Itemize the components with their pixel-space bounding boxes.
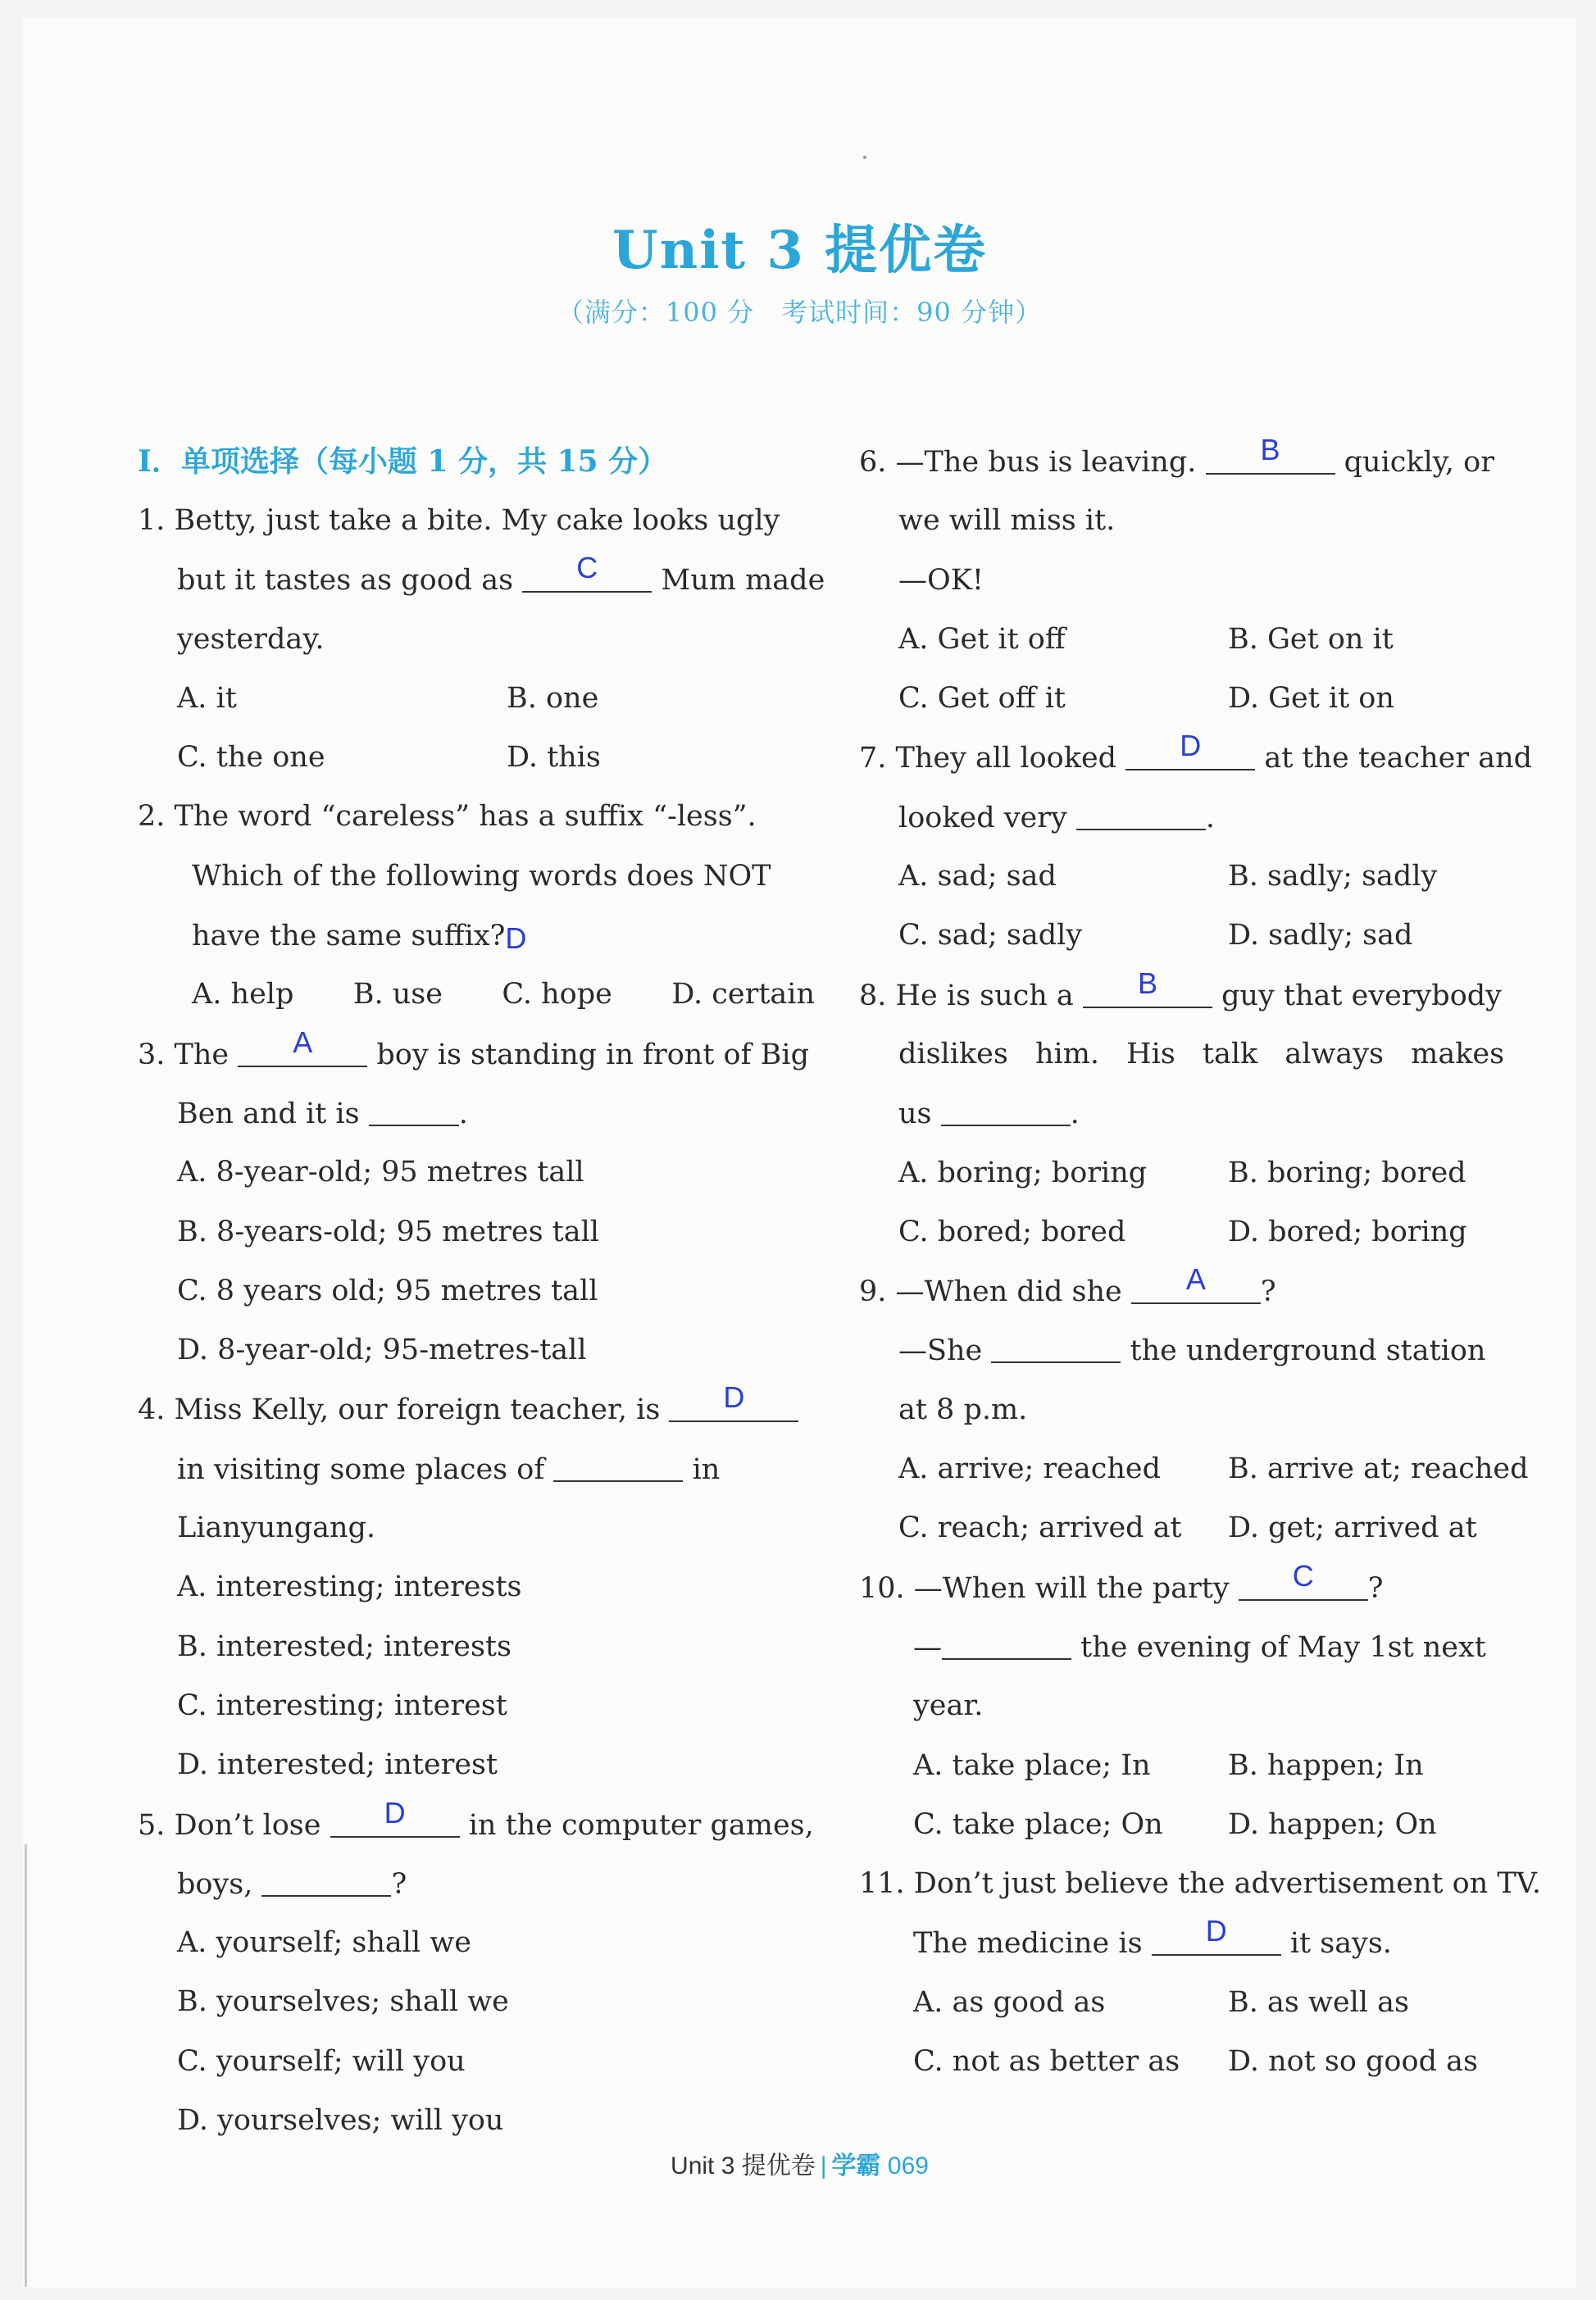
- options-row: [859, 1736, 1541, 1795]
- question-text: Mum made: [661, 564, 825, 598]
- question-text: 8. He is such a: [859, 979, 1074, 1012]
- footer-brand: 学霸: [831, 2152, 881, 2180]
- handwritten-answer: D: [1205, 1914, 1227, 1948]
- options-row: [859, 1973, 1541, 2032]
- option-d[interactable]: D. bored; boring: [1228, 1215, 1467, 1248]
- option-d[interactable]: D. 8-year-old; 95-metres-tall: [177, 1334, 587, 1367]
- answer-blank[interactable]: [991, 1324, 1121, 1363]
- answer-blank[interactable]: [553, 1443, 683, 1482]
- question-11-line2: [859, 1913, 1541, 1972]
- options-row: [138, 728, 818, 787]
- question-10-line3: [859, 1676, 1541, 1735]
- options-row: [859, 1795, 1541, 1854]
- question-text: 2. The word “careless” has a suffix “-less”.: [138, 800, 757, 834]
- question-text: 3. The: [138, 1038, 230, 1071]
- question-text: but it tastes as good as: [177, 564, 514, 598]
- options-row: [859, 1202, 1541, 1261]
- worksheet-page: [23, 18, 1576, 2289]
- option-d[interactable]: D. happen; On: [1228, 1807, 1437, 1841]
- question-text: 4. Miss Kelly, our foreign teacher, is: [138, 1393, 661, 1427]
- answer-blank[interactable]: [369, 1087, 459, 1126]
- option-c[interactable]: C. take place; On: [913, 1807, 1163, 1841]
- handwritten-answer: D: [384, 1795, 406, 1830]
- question-text: Ben and it is: [177, 1097, 360, 1130]
- question-1-line2: [138, 550, 825, 609]
- question-text: yesterday.: [177, 622, 325, 656]
- question-text: Which of the following words does NOT: [192, 859, 771, 893]
- question-2: [138, 787, 818, 846]
- scan-edge: [25, 1844, 27, 2287]
- option-c[interactable]: C. reach; arrived at: [898, 1511, 1182, 1545]
- option-b[interactable]: B. yourselves; shall we: [177, 1985, 509, 2019]
- question-3-line2: Ben and it is .: [138, 1084, 818, 1143]
- options-row: [859, 1143, 1541, 1202]
- question-8: [859, 966, 1541, 1025]
- option-a[interactable]: A. it: [177, 681, 237, 715]
- option-a[interactable]: A. arrive; reached: [898, 1452, 1162, 1486]
- question-5: [138, 1795, 818, 1854]
- question-text: the underground station: [1130, 1334, 1486, 1368]
- options-row: [859, 610, 1541, 669]
- answer-blank[interactable]: [522, 553, 652, 593]
- question-text: —OK!: [898, 563, 984, 597]
- answer-blank[interactable]: [330, 1795, 460, 1838]
- question-text: in visiting some places of: [177, 1452, 545, 1486]
- option-a[interactable]: A. help: [192, 978, 294, 1011]
- question-text: us: [898, 1098, 932, 1131]
- option-b[interactable]: B. boring; bored: [1228, 1156, 1466, 1189]
- option-d[interactable]: D. certain: [671, 978, 815, 1011]
- question-text: at the teacher and: [1264, 742, 1533, 775]
- option-c[interactable]: C. bored; bored: [898, 1215, 1126, 1248]
- question-text: we will miss it.: [898, 504, 1116, 538]
- question-9-line3: [859, 1380, 1541, 1439]
- options-row: [859, 2032, 1541, 2091]
- option-c[interactable]: C. not as better as: [913, 2045, 1180, 2079]
- question-1: [138, 491, 818, 550]
- answer-blank[interactable]: [942, 1620, 1071, 1660]
- question-text: ?: [1367, 1571, 1384, 1605]
- answer-blank[interactable]: [1131, 1262, 1261, 1304]
- question-text: in the computer games,: [468, 1808, 814, 1842]
- question-5-line2: [138, 1854, 818, 1913]
- question-4-line2: [138, 1439, 818, 1498]
- question-1-line3: [138, 610, 818, 669]
- question-text: ?: [391, 1867, 407, 1901]
- question-11: [859, 1854, 1541, 1913]
- handwritten-answer: A: [293, 1025, 313, 1059]
- options-row: [859, 1498, 1541, 1557]
- left-column: [138, 432, 825, 2150]
- question-7-line2: looked very .: [859, 788, 1541, 847]
- section-title: Ⅰ．单项选择（每小题 1 分，共 15 分）: [138, 444, 668, 479]
- options-row: [138, 669, 818, 728]
- option-d[interactable]: D. yourselves; will you: [177, 2104, 504, 2138]
- answer-blank[interactable]: [1152, 1916, 1281, 1956]
- answer-blank[interactable]: [1206, 435, 1335, 475]
- question-9-line2: [859, 1320, 1541, 1380]
- question-text: boys,: [177, 1867, 253, 1901]
- question-8-line3: us .: [859, 1084, 1541, 1143]
- question-text: The medicine is: [913, 1927, 1143, 1961]
- question-text: 9. —When did she: [859, 1275, 1122, 1309]
- handwritten-answer: A: [1185, 1262, 1206, 1297]
- option-c[interactable]: C. the one: [177, 741, 325, 775]
- question-2-line3: [138, 906, 818, 965]
- question-10-line2: [859, 1617, 1541, 1676]
- handwritten-answer: D: [505, 921, 527, 956]
- question-text: 10. —When will the party: [859, 1571, 1230, 1605]
- question-4-line3: [138, 1498, 818, 1557]
- handwritten-answer: D: [1180, 729, 1202, 763]
- question-4: [138, 1380, 818, 1439]
- option-a[interactable]: A. yourself; shall we: [177, 1926, 471, 1960]
- question-7: [859, 728, 1541, 787]
- option-d[interactable]: D. Get it on: [1228, 682, 1394, 716]
- question-text: 5. Don’t lose: [138, 1808, 321, 1842]
- question-text: year.: [913, 1689, 984, 1723]
- question-9: [859, 1261, 1541, 1320]
- question-text: guy that everybody: [1221, 979, 1502, 1012]
- question-text: —: [913, 1630, 942, 1664]
- option-a[interactable]: A. take place; In: [913, 1748, 1151, 1782]
- option-d[interactable]: D. get; arrived at: [1228, 1511, 1477, 1545]
- answer-blank[interactable]: [1083, 966, 1212, 1008]
- answer-blank[interactable]: [261, 1857, 391, 1897]
- answer-blank[interactable]: [669, 1380, 798, 1422]
- question-3: [138, 1025, 818, 1084]
- option-c[interactable]: C. hope: [502, 978, 612, 1011]
- option-d[interactable]: D. not so good as: [1228, 2045, 1478, 2079]
- option-a[interactable]: A. 8-year-old; 95 metres tall: [177, 1156, 584, 1189]
- question-text: 1. Betty, just take a bite. My cake looks ugly: [138, 504, 780, 537]
- right-column: [859, 432, 1541, 2091]
- answer-blank[interactable]: [941, 1087, 1071, 1126]
- question-text: Lianyungang.: [177, 1511, 376, 1545]
- answer-blank[interactable]: [1239, 1558, 1368, 1601]
- page-title: Unit 3 提优卷: [612, 220, 988, 281]
- handwritten-answer: B: [1137, 966, 1157, 1000]
- option-b[interactable]: B. sadly; sadly: [1228, 860, 1438, 893]
- handwritten-answer: B: [1260, 433, 1280, 466]
- exam-info: （满分：100 分 考试时间：90 分钟）: [557, 297, 1043, 328]
- option-b[interactable]: B. arrive at; reached: [1228, 1452, 1529, 1486]
- footer-unit: Unit 3 提优卷: [671, 2152, 816, 2180]
- question-text: —She: [898, 1334, 983, 1368]
- option-a[interactable]: A. as good as: [913, 1985, 1106, 2019]
- footer-divider: |: [820, 2152, 827, 2180]
- option-d[interactable]: D. sadly; sad: [1228, 919, 1413, 952]
- answer-blank[interactable]: [1125, 731, 1255, 770]
- option-d[interactable]: D. this: [507, 741, 601, 775]
- question-8-line2: [859, 1025, 1541, 1084]
- answer-blank[interactable]: [1076, 791, 1206, 830]
- question-text: boy is standing in front of Big: [376, 1038, 809, 1071]
- question-text: have the same suffix?: [192, 920, 506, 953]
- question-text: looked very: [898, 801, 1067, 834]
- question-6-line2: [859, 491, 1541, 550]
- handwritten-answer: C: [576, 551, 598, 585]
- option-c[interactable]: C. 8 years old; 95 metres tall: [177, 1274, 598, 1307]
- options-row: [859, 1439, 1541, 1498]
- scan-speck: [863, 156, 866, 159]
- question-text: 11. Don’t just believe the advertisement on TV.: [859, 1867, 1542, 1901]
- question-6-line3: [859, 551, 1541, 610]
- question-text: in: [692, 1452, 721, 1486]
- options-row: [138, 965, 818, 1024]
- option-c[interactable]: C. interesting; interest: [177, 1689, 507, 1722]
- option-c[interactable]: C. yourself; will you: [177, 2044, 466, 2078]
- option-d[interactable]: D. interested; interest: [177, 1748, 498, 1782]
- option-b[interactable]: B. interested; interests: [177, 1630, 512, 1663]
- page-number: 069: [887, 2152, 929, 2180]
- option-a[interactable]: A. sad; sad: [898, 860, 1057, 893]
- option-c[interactable]: C. sad; sadly: [898, 919, 1083, 952]
- handwritten-answer: C: [1292, 1558, 1314, 1593]
- options-row: [859, 847, 1541, 906]
- question-text: ?: [1260, 1275, 1276, 1309]
- question-text: dislikes him. His talk always makes: [898, 1037, 1505, 1070]
- option-b[interactable]: B. use: [352, 978, 443, 1011]
- question-text: at 8 p.m.: [898, 1393, 1028, 1426]
- page-footer: [23, 2145, 1576, 2181]
- option-a[interactable]: A. boring; boring: [898, 1156, 1148, 1189]
- option-a[interactable]: A. Get it off: [898, 622, 1066, 656]
- options-row: [859, 669, 1541, 728]
- question-10: [859, 1558, 1541, 1617]
- option-b[interactable]: B. happen; In: [1228, 1748, 1424, 1782]
- answer-blank[interactable]: [238, 1025, 367, 1067]
- question-text: quickly, or: [1344, 446, 1494, 479]
- option-b[interactable]: B. as well as: [1228, 1985, 1409, 2019]
- question-2-line2: [138, 847, 818, 906]
- question-text: 6. —The bus is leaving.: [859, 446, 1197, 479]
- option-c[interactable]: C. Get off it: [898, 682, 1066, 716]
- question-text: 7. They all looked: [859, 742, 1117, 775]
- handwritten-answer: D: [723, 1380, 745, 1415]
- question-text: the evening of May 1st next: [1080, 1630, 1486, 1664]
- option-b[interactable]: B. 8-years-old; 95 metres tall: [177, 1215, 600, 1248]
- options-row: [859, 906, 1541, 965]
- question-text: it says.: [1289, 1927, 1392, 1961]
- question-6: [859, 432, 1541, 491]
- option-b[interactable]: B. one: [507, 681, 599, 715]
- option-b[interactable]: B. Get on it: [1228, 622, 1394, 656]
- option-a[interactable]: A. interesting; interests: [177, 1570, 522, 1604]
